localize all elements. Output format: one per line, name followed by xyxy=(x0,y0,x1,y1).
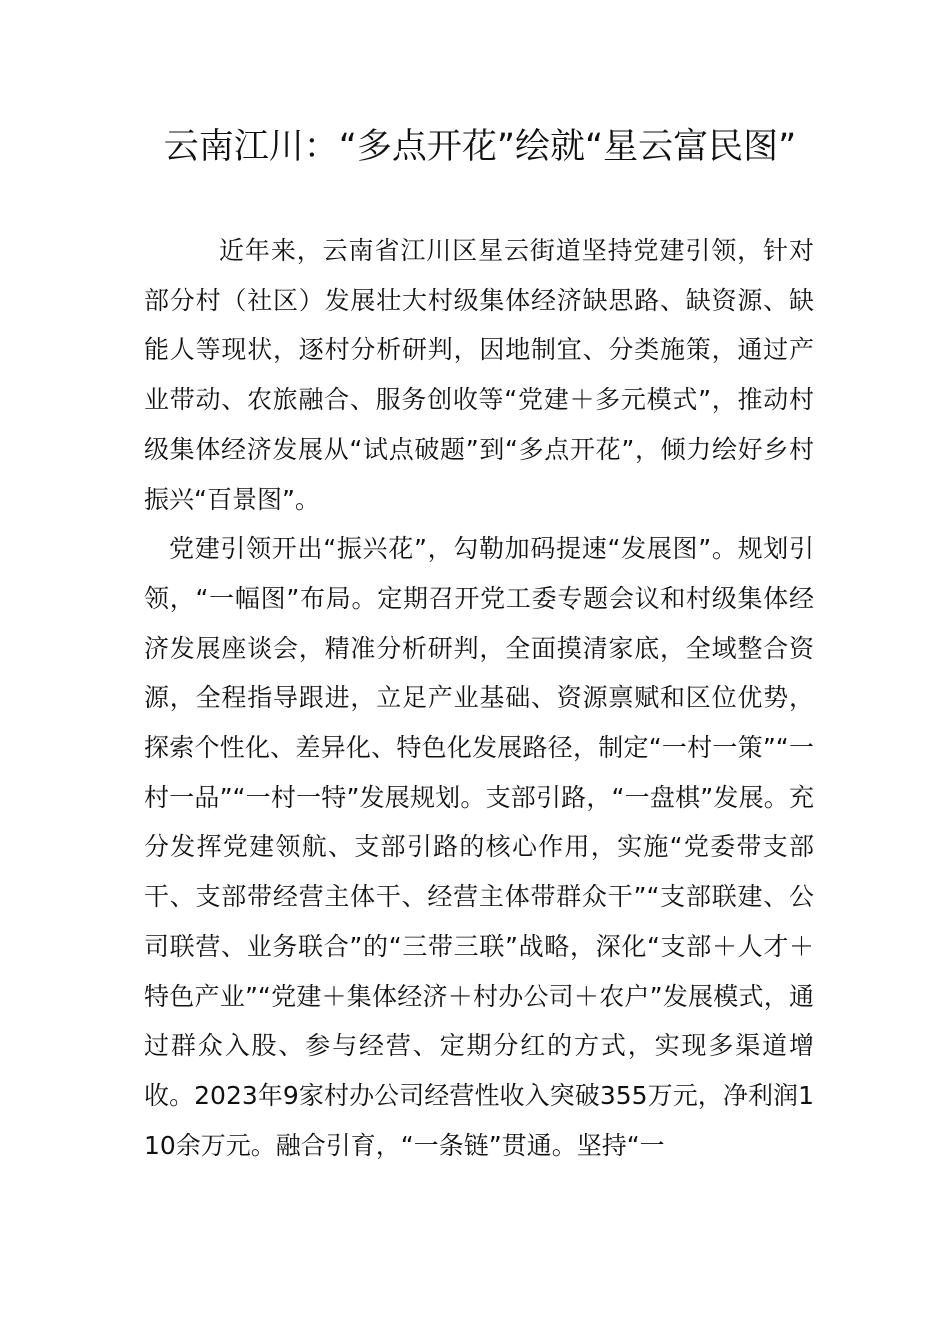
paragraph-party-building: 党建引领开出“振兴花”，勾勒加码提速“发展图”。规划引领，“一幅图”布局。定期召开党工委专题会议和村级集体经济发展座谈会，精准分析研判，全面摸清家底，全域整合资源，全程指导跟进，立足产业基础、资源禀赋和区位优势，探索个性化、差异化、特色化发展路径，制定“一村一策”“一村一品”“一村一特”发展规划。支部引路，“一盘棋”发展。充分发挥党建领航、支部引路的核心作用，实施“党委带支部干、支部带经营主体干、经营主体带群众干”“支部联建、公司联营、业务联合”的“三带三联”战略，深化“支部＋人才＋特色产业”“党建＋集体经济＋村办公司＋农户”发展模式，通过群众入股、参与经营、定期分红的方式，实现多渠道增收。2023年9家村办公司经营性收入突破355万元，净利润110余万元。融合引育，“一条链”贯通。坚持“一 xyxy=(144,534,814,1160)
paragraph-intro: 近年来，云南省江川区星云街道坚持党建引领，针对部分村（社区）发展壮大村级集体经济缺思路、缺资源、缺能人等现状，逐村分析研判，因地制宜、分类施策，通过产业带动、农旅融合、服务创收等“党建＋多元模式”，推动村级集体经济发展从“试点破题”到“多点开花”，倾力绘好乡村振兴“百景图”。 xyxy=(144,236,814,514)
article-title: 云南江川：“多点开花”绘就“星云富民图” xyxy=(163,127,797,167)
article-body xyxy=(144,226,814,1170)
